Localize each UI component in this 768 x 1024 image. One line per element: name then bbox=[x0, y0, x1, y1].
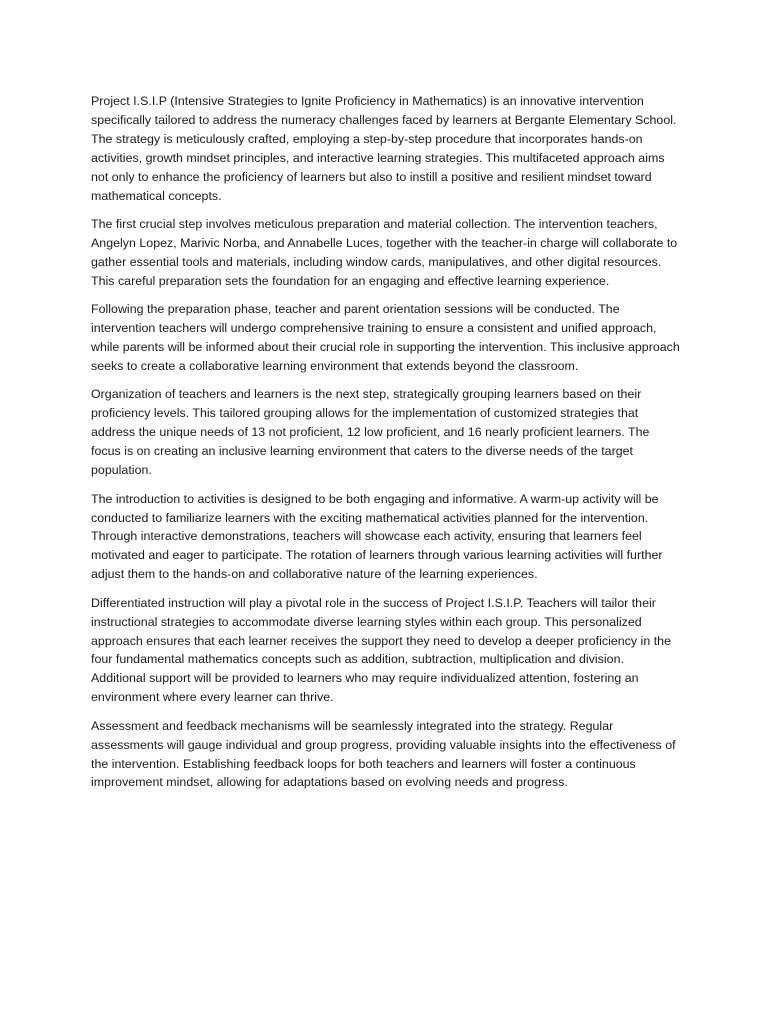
paragraph-activities: The introduction to activities is designed to be both engaging and informative. A warm-up activity will be conducted to familiarize learners with the exciting mathematical activities planned for the intervention. Through interactive demonstrations, teachers will showcase each activity, ensuring that learners feel motivated and eager to participate. The rotation of learners through various learning activities will further adjust them to the hands-on and collaborative nature of the learning experiences. bbox=[91, 491, 663, 582]
document-body bbox=[91, 92, 681, 802]
paragraph-organization: Organization of teachers and learners is the next step, strategically grouping learners based on their proficiency levels. This tailored grouping allows for the implementation of customized strategies that address the unique needs of 13 not proficient, 12 low proficient, and 16 nearly proficient learners. The focus is on creating an inclusive learning environment that caters to the diverse needs of the target population. bbox=[91, 387, 650, 478]
paragraph-assessment: Assessment and feedback mechanisms will be seamlessly integrated into the strategy. Regular assessments will gauge individual and group progress, providing valuable insights into the effectiveness of the intervention. Establishing feedback loops for both teachers and learners will foster a continuous improvement mindset, allowing for adaptations based on evolving needs and progress. bbox=[91, 718, 676, 790]
paragraph-intro: Project I.S.I.P (Intensive Strategies to Ignite Proficiency in Mathematics) is an innovative intervention specifically tailored to address the numeracy challenges faced by learners at Bergante Elementary School. The strategy is meticulously crafted, employing a step-by-step procedure that incorporates hands-on activities, growth mindset principles, and interactive learning strategies. This multifaceted approach aims not only to enhance the proficiency of learners but also to instill a positive and resilient mindset toward mathematical concepts. bbox=[91, 94, 677, 203]
paragraph-differentiated-instruction: Differentiated instruction will play a pivotal role in the success of Project I.S.I.P. Teachers will tailor their instructional strategies to accommodate diverse learning styles within each group. This personalized approach ensures that each learner receives the support they need to develop a deeper proficiency in the four fundamental mathematics concepts such as addition, subtraction, multiplication and division. Additional support will be provided to learners who may require individualized attention, fostering an environment where every learner can thrive. bbox=[91, 595, 671, 705]
paragraph-preparation: The first crucial step involves meticulous preparation and material collection. The intervention teachers, Angelyn Lopez, Marivic Norba, and Annabelle Luces, together with the teacher-in charge will collaborate to gather essential tools and materials, including window cards, manipulatives, and other digital resources. This careful preparation sets the foundation for an engaging and effective learning experience. bbox=[91, 217, 678, 288]
paragraph-orientation: Following the preparation phase, teacher and parent orientation sessions will be conducted. The intervention teachers will undergo comprehensive training to ensure a consistent and unified approach, while parents will be informed about their crucial role in supporting the intervention. This inclusive approach seeks to create a collaborative learning environment that extends beyond the classroom. bbox=[91, 302, 680, 373]
